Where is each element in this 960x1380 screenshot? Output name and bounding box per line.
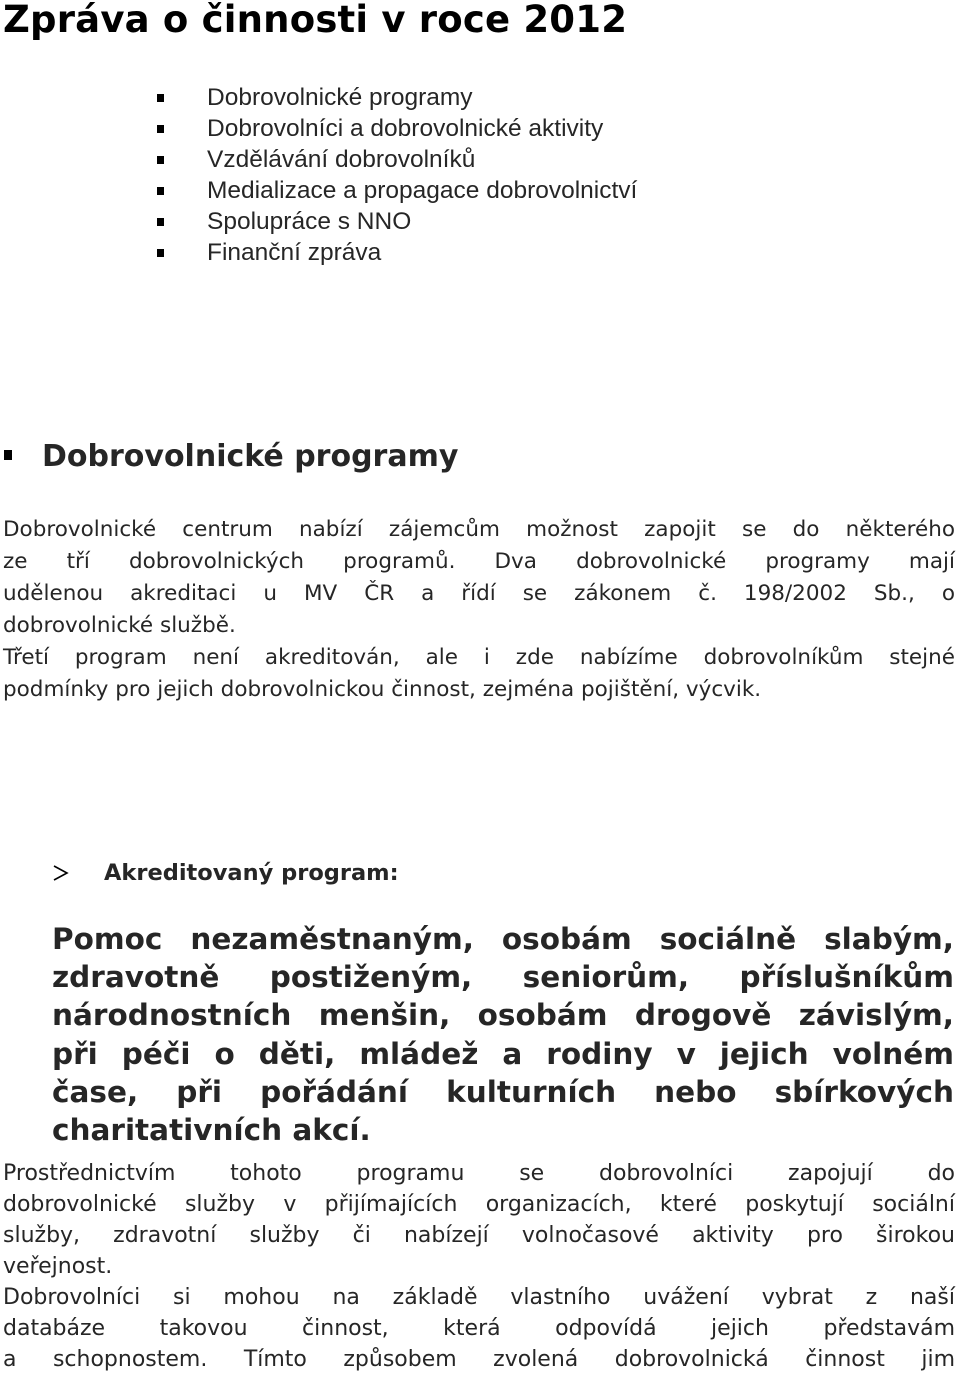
square-bullet-icon bbox=[157, 156, 164, 164]
program-description-line: při péči o děti, mládež a rodiny v jejich volném bbox=[52, 1036, 954, 1071]
toc-item bbox=[0, 237, 637, 268]
program-description-line: národnostních menšin, osobám drogově závislým, bbox=[52, 998, 954, 1033]
arrow-bullet-icon bbox=[52, 864, 70, 882]
square-bullet-icon bbox=[157, 94, 164, 102]
toc-item-label: Spolupráce s NNO bbox=[207, 208, 412, 235]
program-description-line: Pomoc nezaměstnaným, osobám sociálně slabým, bbox=[52, 922, 954, 956]
toc-item-label: Dobrovolníci a dobrovolnické aktivity bbox=[207, 115, 604, 142]
program-description-line: čase, při pořádání kulturních nebo sbírkových bbox=[52, 1074, 954, 1109]
toc-item bbox=[0, 175, 637, 206]
paragraph-line: a schopnostem. Tímto způsobem zvolená dobrovolnická činnost jim bbox=[3, 1347, 955, 1372]
program-description-line: zdravotně postiženým, seniorům, příslušníkům bbox=[52, 960, 954, 995]
paragraph-line: dobrovolnické službě. bbox=[3, 613, 236, 638]
section-paragraph bbox=[3, 514, 955, 706]
program-description-line: charitativních akcí. bbox=[52, 1113, 371, 1148]
toc-item bbox=[0, 206, 637, 237]
paragraph-line: ze tří dobrovolnických programů. Dva dobrovolnické programy mají bbox=[3, 549, 955, 574]
paragraph-line: podmínky pro jejich dobrovolnickou činnost, zejména pojištění, výcvik. bbox=[3, 677, 762, 702]
toc-item bbox=[0, 82, 637, 113]
toc-item-label: Vzdělávání dobrovolníků bbox=[207, 146, 476, 173]
paragraph-line: Dobrovolnické centrum nabízí zájemcům možnost zapojit se do některého bbox=[3, 517, 955, 542]
square-bullet-icon bbox=[157, 187, 164, 195]
toc-item-label: Dobrovolnické programy bbox=[207, 84, 473, 111]
paragraph-line: databáze takovou činnost, která odpovídá jejich představám bbox=[3, 1316, 955, 1341]
toc-item-label: Finanční zpráva bbox=[207, 239, 382, 266]
paragraph-line: Prostřednictvím tohoto programu se dobrovolníci zapojují do bbox=[3, 1161, 955, 1186]
body-paragraph bbox=[3, 1158, 955, 1375]
paragraph-line: udělenou akreditaci u MV ČR a řídí se zákonem č. 198/2002 Sb., o bbox=[3, 581, 955, 606]
square-bullet-icon bbox=[157, 218, 164, 226]
paragraph-line: Třetí program není akreditován, ale i zde nabízíme dobrovolníkům stejné bbox=[3, 645, 955, 670]
paragraph-line: dobrovolnické služby v přijímajících organizacích, které poskytují sociální bbox=[3, 1192, 955, 1217]
page-title: Zpráva o činnosti v roce 2012 bbox=[3, 0, 628, 41]
program-description bbox=[52, 920, 954, 1149]
square-bullet-icon bbox=[4, 450, 12, 460]
section-heading-text: Dobrovolnické programy bbox=[42, 439, 459, 474]
square-bullet-icon bbox=[157, 249, 164, 257]
paragraph-line: služby, zdravotní služby či nabízejí volnočasové aktivity pro širokou bbox=[3, 1223, 955, 1248]
toc-item bbox=[0, 144, 637, 175]
square-bullet-icon bbox=[157, 125, 164, 133]
subsection-heading-text: Akreditovaný program: bbox=[104, 860, 399, 886]
paragraph-line: Dobrovolníci si mohou na základě vlastního uvážení vybrat z naší bbox=[3, 1285, 955, 1310]
toc-item-label: Medializace a propagace dobrovolnictví bbox=[207, 177, 638, 204]
paragraph-line: veřejnost. bbox=[3, 1254, 113, 1279]
table-of-contents bbox=[0, 82, 637, 268]
toc-item bbox=[0, 113, 637, 144]
